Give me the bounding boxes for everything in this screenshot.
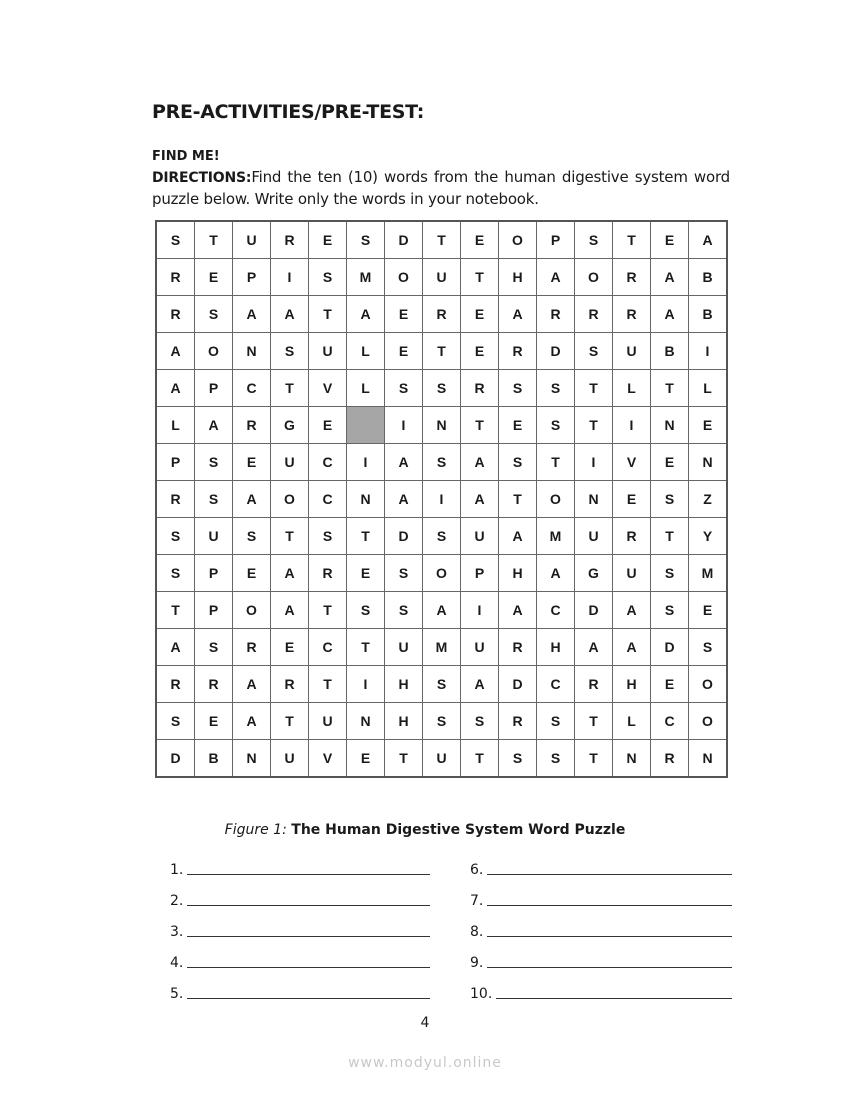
- puzzle-cell: A: [461, 444, 499, 481]
- caption-text: The Human Digestive System Word Puzzle: [291, 822, 626, 838]
- puzzle-cell: H: [385, 666, 423, 703]
- page-title: PRE-ACTIVITIES/PRE-TEST:: [152, 101, 425, 123]
- puzzle-cell: V: [309, 740, 347, 778]
- puzzle-cell: A: [461, 481, 499, 518]
- answer-line[interactable]: [470, 951, 732, 971]
- puzzle-cell: O: [423, 555, 461, 592]
- puzzle-cell: A: [156, 370, 195, 407]
- puzzle-cell: R: [271, 221, 309, 259]
- puzzle-cell: A: [233, 703, 271, 740]
- puzzle-cell: N: [651, 407, 689, 444]
- puzzle-cell: N: [347, 481, 385, 518]
- answer-line[interactable]: [170, 889, 430, 909]
- puzzle-cell: I: [385, 407, 423, 444]
- puzzle-cell: S: [537, 370, 575, 407]
- puzzle-cell: H: [537, 629, 575, 666]
- puzzle-cell: E: [347, 555, 385, 592]
- answer-number: 10.: [470, 986, 493, 1002]
- puzzle-row: [156, 296, 727, 333]
- puzzle-cell: T: [575, 703, 613, 740]
- puzzle-cell: A: [537, 555, 575, 592]
- puzzle-cell: V: [309, 370, 347, 407]
- puzzle-cell: T: [537, 444, 575, 481]
- puzzle-row: [156, 740, 727, 778]
- puzzle-cell: S: [651, 481, 689, 518]
- answer-line[interactable]: [170, 951, 430, 971]
- puzzle-cell: E: [195, 703, 233, 740]
- puzzle-cell: S: [195, 296, 233, 333]
- puzzle-cell: O: [271, 481, 309, 518]
- puzzle-cell: I: [347, 444, 385, 481]
- puzzle-cell: E: [613, 481, 651, 518]
- puzzle-row: [156, 370, 727, 407]
- puzzle-cell: S: [689, 629, 728, 666]
- puzzle-cell: E: [461, 296, 499, 333]
- puzzle-cell: D: [537, 333, 575, 370]
- puzzle-cell: M: [689, 555, 728, 592]
- puzzle-cell: R: [651, 740, 689, 778]
- puzzle-cell: L: [613, 370, 651, 407]
- puzzle-cell: T: [309, 296, 347, 333]
- answer-blank[interactable]: [187, 873, 430, 875]
- puzzle-cell: B: [651, 333, 689, 370]
- answer-number: 6.: [470, 862, 484, 878]
- puzzle-cell: U: [385, 629, 423, 666]
- puzzle-cell: T: [271, 703, 309, 740]
- puzzle-cell: I: [613, 407, 651, 444]
- puzzle-cell: O: [385, 259, 423, 296]
- puzzle-cell: R: [575, 296, 613, 333]
- puzzle-cell: A: [461, 666, 499, 703]
- puzzle-cell: U: [195, 518, 233, 555]
- puzzle-cell: A: [613, 592, 651, 629]
- puzzle-cell: S: [423, 444, 461, 481]
- section-heading: FIND ME!: [152, 149, 220, 164]
- answer-number: 5.: [170, 986, 184, 1002]
- caption-label: Figure 1:: [224, 822, 287, 838]
- answer-number: 7.: [470, 893, 484, 909]
- puzzle-cell: E: [385, 296, 423, 333]
- puzzle-cell: C: [309, 629, 347, 666]
- directions-label: DIRECTIONS:: [152, 170, 252, 186]
- puzzle-cell: L: [347, 370, 385, 407]
- puzzle-cell: R: [499, 703, 537, 740]
- puzzle-cell: G: [271, 407, 309, 444]
- puzzle-cell: E: [309, 221, 347, 259]
- puzzle-cell: S: [423, 666, 461, 703]
- answer-number: 1.: [170, 862, 184, 878]
- puzzle-cell: Y: [689, 518, 728, 555]
- puzzle-cell: T: [309, 592, 347, 629]
- puzzle-cell: E: [233, 555, 271, 592]
- puzzle-cell: I: [347, 666, 385, 703]
- puzzle-cell: A: [613, 629, 651, 666]
- puzzle-cell: C: [309, 444, 347, 481]
- puzzle-row: [156, 629, 727, 666]
- puzzle-cell: N: [423, 407, 461, 444]
- puzzle-cell: Z: [689, 481, 728, 518]
- puzzle-cell: G: [575, 555, 613, 592]
- puzzle-cell: A: [271, 296, 309, 333]
- puzzle-cell: C: [537, 592, 575, 629]
- puzzle-cell: A: [575, 629, 613, 666]
- answer-blank[interactable]: [487, 935, 732, 937]
- puzzle-cell: I: [461, 592, 499, 629]
- puzzle-cell: T: [499, 481, 537, 518]
- puzzle-row: [156, 555, 727, 592]
- puzzle-cell: S: [385, 370, 423, 407]
- puzzle-cell: O: [499, 221, 537, 259]
- puzzle-cell: E: [689, 592, 728, 629]
- answer-blank[interactable]: [496, 997, 732, 999]
- puzzle-cell: S: [347, 592, 385, 629]
- puzzle-row: [156, 481, 727, 518]
- puzzle-cell: H: [385, 703, 423, 740]
- puzzle-cell: U: [613, 555, 651, 592]
- answer-line[interactable]: [470, 982, 732, 1002]
- puzzle-cell: S: [499, 444, 537, 481]
- puzzle-cell: T: [423, 333, 461, 370]
- puzzle-cell: H: [499, 555, 537, 592]
- puzzle-cell: S: [156, 518, 195, 555]
- puzzle-cell: A: [156, 629, 195, 666]
- answer-line[interactable]: [470, 858, 732, 878]
- puzzle-cell: R: [233, 407, 271, 444]
- puzzle-cell: R: [156, 666, 195, 703]
- puzzle-cell: T: [461, 407, 499, 444]
- puzzle-cell: R: [499, 333, 537, 370]
- puzzle-cell: P: [233, 259, 271, 296]
- puzzle-cell: A: [195, 407, 233, 444]
- puzzle-cell: R: [613, 296, 651, 333]
- puzzle-cell: T: [156, 592, 195, 629]
- word-puzzle-grid: [155, 220, 728, 778]
- puzzle-cell: S: [651, 592, 689, 629]
- puzzle-cell: A: [499, 518, 537, 555]
- puzzle-cell: S: [385, 555, 423, 592]
- puzzle-cell: N: [233, 333, 271, 370]
- puzzle-cell: U: [423, 740, 461, 778]
- answer-blank[interactable]: [487, 966, 732, 968]
- puzzle-cell: S: [233, 518, 271, 555]
- puzzle-cell: C: [651, 703, 689, 740]
- puzzle-cell: S: [461, 703, 499, 740]
- puzzle-cell: U: [423, 259, 461, 296]
- puzzle-cell: A: [689, 221, 728, 259]
- puzzle-cell: S: [423, 518, 461, 555]
- puzzle-cell: A: [233, 666, 271, 703]
- puzzle-cell: C: [537, 666, 575, 703]
- puzzle-cell: T: [271, 518, 309, 555]
- puzzle-cell: B: [689, 259, 728, 296]
- puzzle-cell: E: [385, 333, 423, 370]
- puzzle-cell: S: [537, 740, 575, 778]
- puzzle-cell: U: [575, 518, 613, 555]
- puzzle-cell: I: [575, 444, 613, 481]
- puzzle-cell: S: [499, 740, 537, 778]
- puzzle-cell: S: [156, 221, 195, 259]
- puzzle-cell: T: [423, 221, 461, 259]
- puzzle-cell: L: [156, 407, 195, 444]
- puzzle-cell: M: [537, 518, 575, 555]
- puzzle-cell: O: [233, 592, 271, 629]
- puzzle-cell: T: [461, 740, 499, 778]
- puzzle-cell: R: [156, 259, 195, 296]
- puzzle-cell: A: [271, 592, 309, 629]
- puzzle-cell: E: [461, 221, 499, 259]
- puzzle-cell: E: [195, 259, 233, 296]
- puzzle-row: [156, 333, 727, 370]
- puzzle-cell: A: [233, 296, 271, 333]
- puzzle-cell: N: [347, 703, 385, 740]
- answer-blank[interactable]: [187, 904, 430, 906]
- puzzle-cell: S: [575, 221, 613, 259]
- puzzle-cell: A: [156, 333, 195, 370]
- answer-blank[interactable]: [487, 873, 732, 875]
- puzzle-cell: R: [195, 666, 233, 703]
- puzzle-cell: T: [575, 740, 613, 778]
- puzzle-cell: R: [156, 481, 195, 518]
- answer-line[interactable]: [470, 889, 732, 909]
- puzzle-cell: P: [461, 555, 499, 592]
- puzzle-cell: U: [461, 518, 499, 555]
- puzzle-cell: U: [309, 333, 347, 370]
- answer-number: 2.: [170, 893, 184, 909]
- puzzle-cell: S: [537, 407, 575, 444]
- puzzle-cell: R: [575, 666, 613, 703]
- puzzle-cell: R: [461, 370, 499, 407]
- puzzle-cell: N: [575, 481, 613, 518]
- puzzle-cell: T: [461, 259, 499, 296]
- puzzle-cell: D: [385, 221, 423, 259]
- puzzle-cell: U: [271, 740, 309, 778]
- puzzle-cell: A: [271, 555, 309, 592]
- answer-line[interactable]: [470, 920, 732, 940]
- puzzle-cell: A: [347, 296, 385, 333]
- answer-line[interactable]: [170, 920, 430, 940]
- puzzle-cell: S: [423, 703, 461, 740]
- puzzle-cell: T: [271, 370, 309, 407]
- puzzle-cell: L: [613, 703, 651, 740]
- puzzle-cell: M: [423, 629, 461, 666]
- puzzle-cell: D: [499, 666, 537, 703]
- puzzle-cell: A: [651, 259, 689, 296]
- puzzle-cell: R: [156, 296, 195, 333]
- puzzle-cell: T: [651, 518, 689, 555]
- puzzle-cell: P: [195, 592, 233, 629]
- watermark: www.modyul.online: [348, 1055, 502, 1071]
- puzzle-cell: R: [423, 296, 461, 333]
- puzzle-cell: A: [537, 259, 575, 296]
- puzzle-cell: A: [423, 592, 461, 629]
- puzzle-cell: O: [537, 481, 575, 518]
- puzzle-cell: U: [613, 333, 651, 370]
- puzzle-cell: D: [156, 740, 195, 778]
- puzzle-cell: R: [613, 518, 651, 555]
- answer-blank[interactable]: [187, 997, 430, 999]
- puzzle-cell: P: [537, 221, 575, 259]
- puzzle-row: [156, 666, 727, 703]
- puzzle-cell: L: [689, 370, 728, 407]
- puzzle-cell: U: [309, 703, 347, 740]
- puzzle-cell: T: [575, 370, 613, 407]
- puzzle-cell: O: [575, 259, 613, 296]
- puzzle-cell: N: [689, 740, 728, 778]
- figure-caption: [0, 822, 850, 838]
- puzzle-cell: S: [271, 333, 309, 370]
- puzzle-cell: S: [195, 481, 233, 518]
- puzzle-row: [156, 518, 727, 555]
- puzzle-cell: S: [347, 221, 385, 259]
- puzzle-cell: P: [195, 555, 233, 592]
- puzzle-cell: O: [689, 703, 728, 740]
- answer-blank[interactable]: [487, 904, 732, 906]
- puzzle-cell: T: [613, 221, 651, 259]
- puzzle-row: [156, 407, 727, 444]
- puzzle-cell: E: [651, 221, 689, 259]
- puzzle-cell: S: [651, 555, 689, 592]
- answer-line[interactable]: [170, 982, 430, 1002]
- puzzle-cell: O: [195, 333, 233, 370]
- puzzle-cell: E: [309, 407, 347, 444]
- puzzle-cell: S: [385, 592, 423, 629]
- puzzle-cell: S: [156, 703, 195, 740]
- answer-line[interactable]: [170, 858, 430, 878]
- puzzle-cell: E: [271, 629, 309, 666]
- answer-number: 8.: [470, 924, 484, 940]
- answer-blank[interactable]: [187, 935, 430, 937]
- puzzle-cell: E: [499, 407, 537, 444]
- puzzle-cell: E: [689, 407, 728, 444]
- puzzle-cell: C: [233, 370, 271, 407]
- puzzle-cell: S: [195, 629, 233, 666]
- puzzle-cell: A: [499, 592, 537, 629]
- puzzle-cell: U: [233, 221, 271, 259]
- puzzle-cell: R: [233, 629, 271, 666]
- puzzle-cell: D: [385, 518, 423, 555]
- puzzle-cell: A: [385, 444, 423, 481]
- puzzle-cell: E: [651, 666, 689, 703]
- puzzle-cell: D: [575, 592, 613, 629]
- puzzle-cell: R: [271, 666, 309, 703]
- puzzle-cell: R: [499, 629, 537, 666]
- puzzle-cell: B: [195, 740, 233, 778]
- puzzle-cell: T: [651, 370, 689, 407]
- puzzle-cell: E: [233, 444, 271, 481]
- puzzle-cell: H: [613, 666, 651, 703]
- puzzle-cell: S: [309, 259, 347, 296]
- puzzle-cell: U: [461, 629, 499, 666]
- puzzle-cell: A: [233, 481, 271, 518]
- puzzle-row: [156, 444, 727, 481]
- puzzle-cell: T: [347, 518, 385, 555]
- page-number: 4: [420, 1015, 430, 1031]
- puzzle-cell: V: [613, 444, 651, 481]
- puzzle-cell: B: [689, 296, 728, 333]
- puzzle-cell: N: [233, 740, 271, 778]
- puzzle-cell: H: [499, 259, 537, 296]
- puzzle-cell: A: [651, 296, 689, 333]
- puzzle-cell: E: [651, 444, 689, 481]
- puzzle-cell: S: [195, 444, 233, 481]
- puzzle-cell: S: [309, 518, 347, 555]
- puzzle-cell: I: [423, 481, 461, 518]
- puzzle-cell: C: [309, 481, 347, 518]
- puzzle-cell: A: [499, 296, 537, 333]
- directions-text: Find the ten (10) words from the human digestive system word puzzle below. Write only the words in your notebook.: [152, 168, 730, 208]
- puzzle-cell: R: [537, 296, 575, 333]
- puzzle-cell: N: [689, 444, 728, 481]
- puzzle-cell: N: [613, 740, 651, 778]
- puzzle-cell-shaded: [347, 407, 385, 444]
- puzzle-row: [156, 221, 727, 259]
- puzzle-cell: M: [347, 259, 385, 296]
- puzzle-cell: E: [347, 740, 385, 778]
- puzzle-cell: S: [575, 333, 613, 370]
- puzzle-row: [156, 592, 727, 629]
- puzzle-cell: U: [271, 444, 309, 481]
- puzzle-row: [156, 259, 727, 296]
- puzzle-cell: R: [309, 555, 347, 592]
- puzzle-cell: T: [347, 629, 385, 666]
- puzzle-cell: I: [689, 333, 728, 370]
- puzzle-cell: P: [156, 444, 195, 481]
- puzzle-cell: A: [385, 481, 423, 518]
- puzzle-cell: E: [461, 333, 499, 370]
- puzzle-cell: R: [613, 259, 651, 296]
- puzzle-cell: T: [195, 221, 233, 259]
- answer-number: 4.: [170, 955, 184, 971]
- answer-number: 3.: [170, 924, 184, 940]
- puzzle-row: [156, 703, 727, 740]
- puzzle-cell: S: [499, 370, 537, 407]
- puzzle-cell: S: [423, 370, 461, 407]
- puzzle-cell: T: [575, 407, 613, 444]
- answer-blank[interactable]: [187, 966, 430, 968]
- answer-number: 9.: [470, 955, 484, 971]
- puzzle-cell: O: [689, 666, 728, 703]
- puzzle-cell: T: [385, 740, 423, 778]
- puzzle-cell: I: [271, 259, 309, 296]
- puzzle-cell: L: [347, 333, 385, 370]
- puzzle-cell: S: [537, 703, 575, 740]
- directions: [152, 167, 730, 210]
- puzzle-cell: P: [195, 370, 233, 407]
- puzzle-cell: D: [651, 629, 689, 666]
- puzzle-cell: T: [309, 666, 347, 703]
- puzzle-cell: S: [156, 555, 195, 592]
